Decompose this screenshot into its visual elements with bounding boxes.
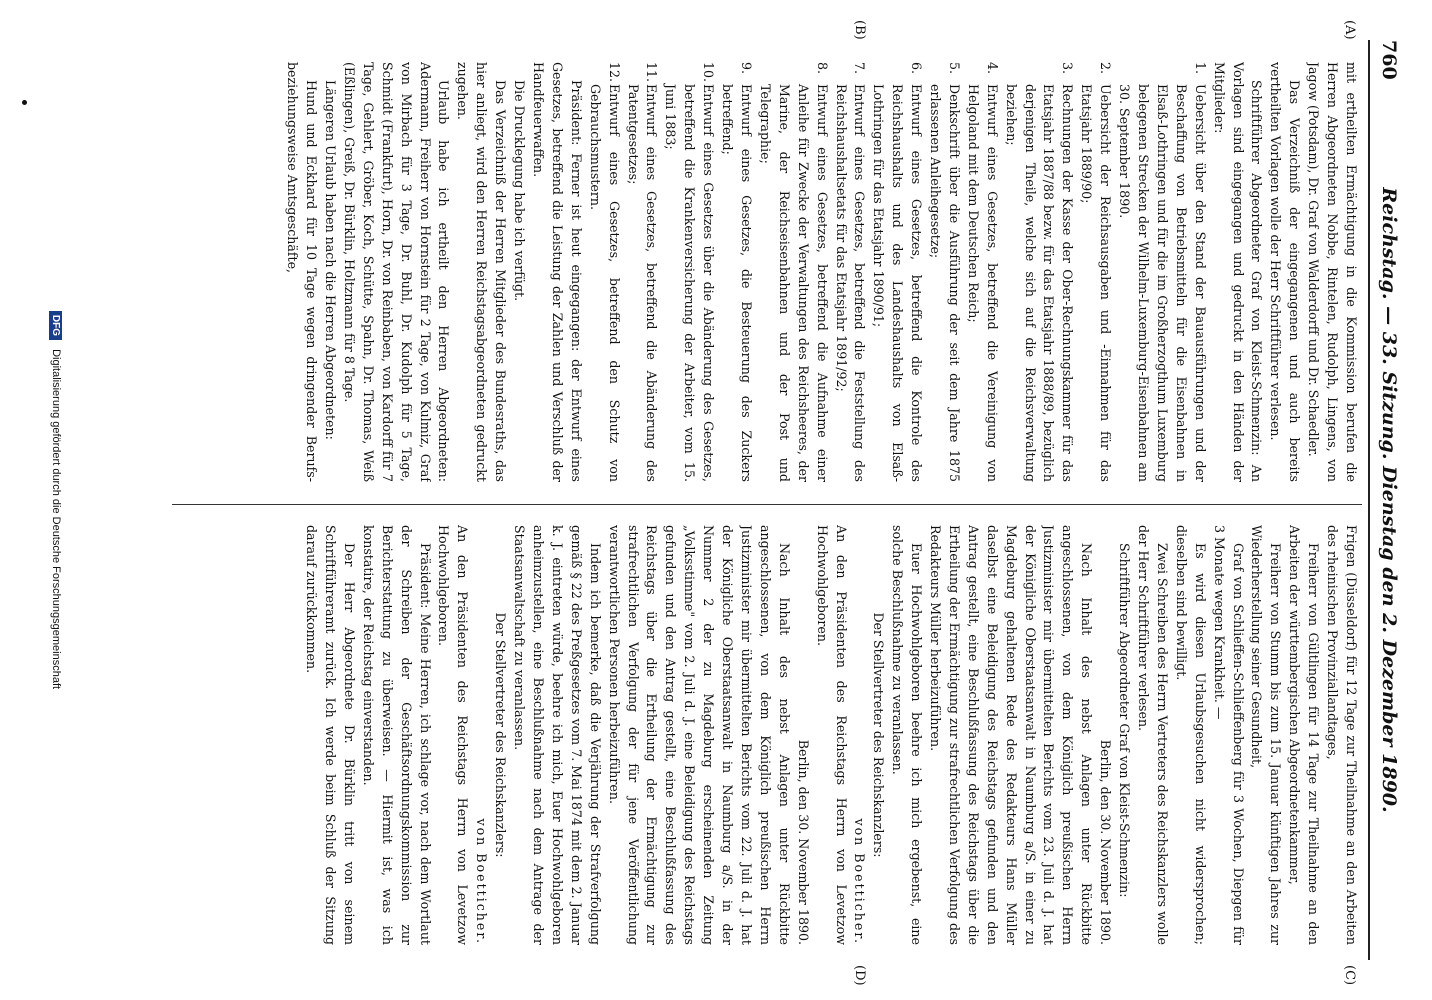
margin-marker-b: (B) — [852, 20, 867, 40]
item-number: 10. — [701, 62, 717, 83]
left-paragraph: mit ertheilten Ermächtigung in die Kommission berufen die Herren Abgeordneten Nobbe, Rintelen, Rudolph, Lingens, von Jagow (Potsdam), Dr. Graf von Walderdorff und Dr. Schaedler. — [1306, 62, 1359, 482]
left-paragraph: 10. Entwurf eines Gesetzes über die Abänderung des Gesetzes, betreffend die Krankenversicherung der Arbeiter, vom 15. Juni 1883; — [663, 62, 717, 482]
right-paragraph: von Boetticher. — [852, 818, 868, 945]
left-column — [180, 62, 1360, 482]
left-paragraph: Hund und Eckhard für 10 Tage wegen dringender Berufs- beziehungsweise Amtsgeschäfte, — [285, 62, 320, 482]
header-rule — [1368, 40, 1370, 960]
margin-marker-c: (C) — [1342, 965, 1357, 986]
page-title: Reichstag. — 33. Sitzung. Dienstag den 2. Dezember 1890. — [1378, 187, 1400, 813]
item-number: 5. — [946, 62, 962, 75]
right-paragraph: Zwei Schreiben des Herrn Vertreters des Reichskanzlers wolle der Herr Schriftführer verlesen. — [1136, 525, 1170, 945]
item-number: 3. — [1060, 62, 1076, 75]
right-paragraph: Freiherr von Gültlingen für 14 Tage zur Theilnahme an den Arbeiten der württembergischen Abgeordnetenkammer, — [1287, 525, 1322, 945]
right-paragraph: Nach Inhalt des nebst Anlagen unter Rückbitte angeschlossenen, von dem Königlich preußischen Herrn Justizminister mir übermittelten Berichts vom 23. Juli d. J. hat der Königliche Oberstaatsanwalt in Naumburg a/S. in einer zu Magdeburg gehaltenen Rede des Redakteurs Hans Müller daselbst eine Beleidigung des Reichstags gefunden und den Antrag gestellt, eine Beschlußfassung des Reichstags über die Ertheilung der Ermächtigung zur strafrechtlichen Verfolgung des Redakteurs Müller herbeizuführen. — [928, 525, 1095, 945]
left-paragraph: 2. Uebersicht der Reichsausgaben und -Einnahmen für das Etatsjahr 1889/90; — [1079, 62, 1114, 482]
left-paragraph: 7. Entwurf eines Gesetzes, betreffend die Feststellung des Reichshaushaltsetats für das Etatsjahr 1891/92; — [833, 62, 868, 482]
right-paragraph: Der Stellvertreter des Reichskanzlers: — [871, 612, 887, 858]
digitization-footer — [42, 0, 62, 1000]
dfg-logo-icon: DFG — [49, 311, 62, 340]
right-paragraph: Nach Inhalt des nebst Anlagen unter Rückbitte angeschlossenen, von dem Königlich preußischen Herrn Justizminister mir übermittelten Berichts vom 22. Juli d. J. hat der Königliche Oberstaatsanwalt in Naumburg a/S. in der Nummer 2 der zu Magdeburg erscheinenden Zeitung „Volksstimme" vom 2. Juli d. J. eine Beleidigung des Reichstags gefunden und den Antrag gestellt, eine Beschlußfassung des Reichstags über die Ertheilung der Ermächtigung zur strafrechtlichen Verfolgung der für jene Veröffentlichung verantwortlichen Personen herbeizuführen. — [606, 525, 792, 945]
right-paragraph: Freiherr von Stumm bis zum 15. Januar künftigen Jahres zur Wiederherstellung seiner Gesundheit, — [1249, 525, 1284, 945]
item-number: 2. — [1098, 62, 1114, 75]
left-paragraph: Urlaub habe ich ertheilt den Herren Abgeordneten: Adermann, Freiherr von Hornstein für 2 Tage, von Kulmiz, Graf von Mirbach für 3 Tage, Dr. Buhl, Dr. Kudolph für 5 Tage, Schmidt (Frankfurt), Horn, Dr. von Reinbaben, von Kardorff für 7 Tage, Gehlert, Gröber, Koch, Schütte, Spahn, Dr. Thomas, Weiß (Eßlingen), Greiß, Dr. Bürklin, Holtzmann für 8 Tage. — [341, 62, 452, 482]
right-paragraph: An den Präsidenten des Reichstags Herrn von Levetzow Hochwohlgeboren. — [436, 525, 471, 945]
left-paragraph: 1. Uebersicht über den Stand der Bauausführungen und der Beschaffung von Betriebsmitteln für die Eisenbahnen in Elsaß-Lothringen und für die im Großherzogthum Luxemburg belegenen Strecken der Wilhelm-Luxemburg-Eisenbahnen am 30. September 1890. — [1117, 62, 1208, 482]
footer-text: Digitalisierung gefördert durch die Deutsche Forschungsgemeinschaft — [50, 349, 62, 690]
right-paragraph: Berlin, den 30. November 1890. — [1098, 739, 1114, 945]
left-paragraph: 11. Entwurf eines Gesetzes, betreffend die Abänderung des Patentgesetzes; — [625, 62, 660, 482]
right-paragraph: Schriftführer Abgeordneter Graf von Kleist-Schmenzin: — [1117, 543, 1133, 898]
item-number: 1. — [1192, 62, 1208, 75]
margin-marker-a: (A) — [1342, 20, 1357, 40]
left-paragraph: 8. Entwurf eines Gesetzes, betreffend die Aufnahme einer Anleihe für Zwecke der Verwaltungen des Reichsheeres, der Marine, der Reichseisenbahnen und der Post und Telegraphie; — [757, 62, 830, 482]
left-paragraph: Längeren Urlaub haben nach die Herren Abgeordneten: — [323, 80, 339, 440]
scan-speck — [22, 100, 27, 105]
right-paragraph: Der Herr Abgeordnete Dr. Bürklin tritt von seinem Schriftführeramt zurück. Ich werde beim Schluß der Sitzung darauf zurückkommen. — [304, 525, 357, 945]
right-column — [180, 525, 1360, 945]
page-header — [1368, 40, 1404, 960]
left-paragraph: Die Drucklegung habe ich verfügt. — [512, 80, 528, 302]
left-paragraph: 5. Denkschrift über die Ausführung der seit dem Jahre 1875 erlassenen Anleihegesetze; — [928, 62, 962, 482]
item-number: 6. — [909, 62, 925, 75]
left-paragraph: 3. Rechnungen der Kasse der Ober-Rechnungskammer für das Etatsjahr 1887/88 bezw. für das Etatsjahr 1888/89, bezüglich derjenigen Theile, welche sich auf die Reichsverwaltung beziehen; — [1003, 62, 1076, 482]
right-paragraph: An den Präsidenten des Reichstags Herrn von Levetzow Hochwohlgeboren. — [814, 525, 849, 945]
left-paragraph: 4. Entwurf eines Gesetzes, betreffend die Vereinigung von Helgoland mit dem Deutschen Reich; — [965, 62, 1000, 482]
right-paragraph: Der Stellvertreter des Reichskanzlers: — [493, 612, 509, 858]
item-number: 4. — [984, 62, 1000, 75]
right-paragraph: Berlin, den 30. November 1890. — [795, 739, 811, 945]
item-number: 7. — [852, 62, 868, 75]
right-paragraph: Graf von Schlieffen-Schlieffenberg für 3 Wochen, Diepgen für 3 Monate wegen Krankheit. — — [1211, 525, 1246, 945]
item-number: 12. — [606, 62, 622, 83]
left-paragraph: Das Verzeichniß der Herren Mitglieder des Bundesraths, das hier anliegt, wird den Herren Reichstagsabgeordneten gedruckt zugehen. — [455, 62, 509, 482]
item-number: 8. — [814, 62, 830, 75]
column-divider — [172, 504, 1362, 505]
right-paragraph: Euer Hochwohlgeboren beehre ich mich ergebenst, eine solche Beschlußnahme zu veranlassen. — [890, 525, 925, 945]
right-paragraph: Präsident: Meine Herren, ich schlage vor, nach dem Wortlaut der Schreiben der Geschäftsordnungskommission zur Berichterstattung zu überweisen. — Hiermit ist, was ich konstatire, der Reichstag einverstanden. — [360, 525, 433, 945]
right-paragraph: Frigen (Düsseldorf) für 12 Tage zur Theilnahme an den Arbeiten des rheinischen Provinziallandtages, — [1325, 525, 1359, 945]
right-paragraph: Indem ich bemerke, daß die Verjährung der Strafverfolgung gemäß § 22 des Preßgesetzes vom 7. Mai 1874 mit dem 2. Januar k. J. eintreten würde, beehre ich mich, Euer Hochwohlgeboren anheimzustellen, eine Beschlußnahme nach dem Antrage der Staatsanwaltschaft zu veranlassen. — [512, 525, 603, 945]
item-number: 9. — [739, 62, 754, 75]
left-paragraph: 6. Entwurf eines Gesetzes, betreffend die Kontrole des Reichshaushalts und des Landeshaushalts von Elsaß-Lothringen für das Etatsjahr 1890/91; — [871, 62, 925, 482]
left-paragraph: 12. Entwurf eines Gesetzes, betreffend den Schutz von Gebrauchsmustern. — [587, 62, 622, 482]
left-paragraph: Präsident: Ferner ist heut eingegangen: der Entwurf eines Gesetzes, betreffend die Leistung der Zahlen und Verschluß der Handfeuerwaffen. — [531, 62, 584, 482]
right-paragraph: Es wird diesen Urlaubsgesuchen nicht widersprochen; dieselben sind bewilligt. — [1173, 525, 1208, 945]
item-number: 11. — [644, 62, 660, 83]
right-paragraph: von Boetticher. — [474, 818, 490, 945]
left-paragraph: Schriftführer Abgeordneter Graf von Kleist-Schmenzin: An Vorlagen sind eingegangen und gedruckt in den Händen der Mitglieder: — [1211, 62, 1265, 482]
left-paragraph: 9. Entwurf eines Gesetzes, die Besteuerung des Zuckers betreffend; — [720, 62, 754, 482]
page-number: 760 — [1378, 40, 1400, 80]
margin-marker-d: (D) — [852, 965, 867, 986]
left-paragraph: Das Verzeichniß der eingegangenen und auch bereits vertheilten Vorlagen wolle der Herr Schriftführer verlesen. — [1268, 62, 1303, 482]
